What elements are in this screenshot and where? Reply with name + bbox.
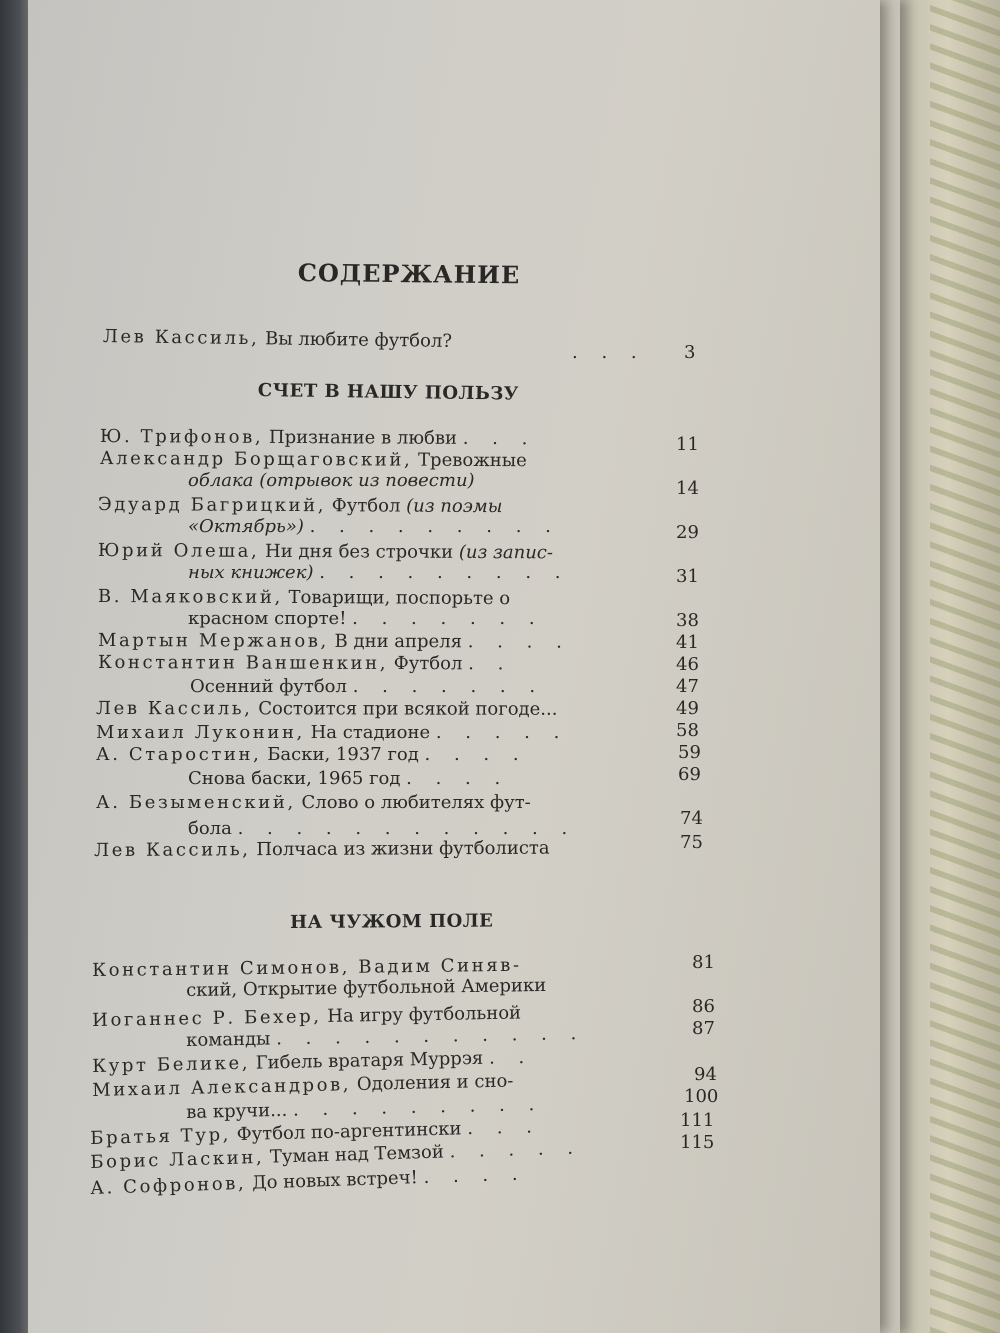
entry-author: Иоганнес Р. Бехер, [92, 1005, 322, 1031]
entry-title: ский, Открытие футбольной Америки [186, 974, 547, 1001]
entry-title: Гибель вратаря Муррэя [255, 1047, 484, 1074]
page-number: 74 [680, 808, 703, 829]
entry-title: Туман над Темзой [269, 1141, 445, 1168]
entry-author: Мартын Мержанов, [97, 630, 329, 652]
entry-author: А. Безыменский, [96, 792, 296, 813]
leader-dots: . . . [572, 342, 646, 363]
leader-dots: . . . . [467, 631, 571, 653]
entry-title: красном спорте! [188, 608, 347, 629]
entry-author: В. Маяковский, [97, 586, 283, 608]
entry-author: Лев Кассиль, [95, 698, 253, 720]
toc-entry [98, 540, 553, 563]
page-number: 86 [692, 996, 715, 1017]
entry-title: Футбол по-аргентински [236, 1118, 462, 1146]
page-number: 14 [676, 478, 699, 499]
entry-title: команды [186, 1028, 271, 1051]
entry-author: Михаил Александров, [92, 1074, 352, 1101]
toc-entry-continuation [188, 516, 560, 537]
entry-author: Константин Симонов, Вадим Синяв- [92, 954, 522, 981]
entry-author: Александр Борщаговский, [99, 448, 413, 471]
page-number: 11 [676, 434, 699, 455]
leader-dots: . . . . [406, 768, 510, 789]
page-number: 41 [676, 632, 699, 653]
entry-author: Братья Тур, [90, 1124, 232, 1149]
toc-entry [96, 722, 568, 743]
toc-entry [98, 630, 571, 653]
entry-author: Эдуард Багрицкий, [97, 494, 327, 517]
entry-title: Товарищи, поспорьте о [288, 586, 511, 610]
page-number: 58 [676, 720, 699, 741]
page-number: 38 [676, 610, 699, 631]
toc-entry [98, 652, 512, 674]
entry-title: Полчаса из жизни футболиста [256, 837, 550, 861]
entry-title: Вы любите футбол? [264, 328, 453, 352]
entry-title: Футбол [393, 653, 463, 675]
leader-dots: . . . [462, 427, 537, 450]
entry-title: Тревожные [418, 449, 527, 472]
leader-dots: . . . . . . . . . [309, 516, 560, 537]
page-number: 31 [676, 566, 699, 587]
page-number: 49 [676, 698, 699, 719]
toc-entry-continuation [188, 768, 509, 789]
page-title: СОДЕРЖАНИЕ [297, 258, 521, 290]
toc-entry-continuation: облака (отрывок из повести) [188, 470, 475, 491]
toc-entry-continuation [188, 608, 544, 629]
toc-entry [94, 838, 550, 861]
toc-entry [100, 448, 527, 471]
page-number: 47 [676, 676, 699, 697]
page-number: 111 [680, 1110, 715, 1131]
leader-dots: . . . . . . . . . . . [275, 1023, 586, 1050]
toc-entry [98, 586, 510, 609]
leader-dots: . . . . [424, 744, 528, 765]
page-number: 3 [684, 342, 696, 363]
entry-author: Юрий Олеша, [97, 540, 260, 562]
page-number: 75 [680, 832, 703, 853]
entry-note: (из запис- [458, 541, 554, 564]
entry-title: Состоится при всякой погоде... [258, 698, 558, 720]
leader-dots: . . . . [423, 1163, 527, 1188]
toc-entry-continuation [190, 676, 544, 697]
leader-dots: . . . . . [449, 1137, 583, 1163]
page-number: 69 [678, 764, 701, 785]
entry-title: В дни апреля [334, 630, 463, 653]
entry-note: (из поэмы [406, 495, 503, 518]
leader-dots: . . . . . . . . . [319, 562, 570, 583]
page-number: 115 [680, 1132, 715, 1153]
entry-title: На стадионе [310, 722, 431, 743]
page-number: 46 [676, 654, 699, 675]
entry-author: Ю. Трифонов, [99, 426, 264, 448]
page-number: 87 [692, 1018, 715, 1039]
toc-entry-continuation [186, 975, 546, 1001]
entry-author: Курт Белике, [92, 1052, 251, 1077]
leader-dots: . . . . . . . [352, 608, 544, 629]
toc-entry [100, 426, 537, 449]
page-number: 29 [676, 522, 699, 543]
entry-title: Признание в любви [268, 426, 458, 449]
leader-dots: . . . . . [435, 722, 569, 743]
page-number: 59 [678, 742, 701, 763]
toc-entry [96, 698, 558, 720]
entry-title: ва кручи... [186, 1099, 288, 1123]
entry-title: Одоления и сно- [356, 1070, 514, 1095]
leader-dots: . . . . . . . . . . . . [237, 818, 577, 839]
toc-entry-continuation [188, 562, 570, 583]
entry-title: Осенний футбол [190, 676, 347, 697]
entry-title: Баски, 1937 год [267, 744, 419, 765]
toc-entry [103, 326, 452, 352]
page-number: 81 [692, 952, 715, 973]
section-title: НА ЧУЖОМ ПОЛЕ [290, 910, 494, 933]
leader-dots: . . . . . . . . . [292, 1093, 544, 1121]
entry-note: «Октябрь») [188, 516, 304, 537]
toc-entry-continuation [188, 818, 576, 839]
toc-entry [98, 494, 503, 517]
entry-author: А. Старостин, [96, 744, 262, 765]
entry-title: Футбол [331, 495, 401, 517]
entry-author: Лев Кассиль, [102, 326, 260, 350]
leader-dots: . . [468, 653, 513, 675]
entry-note: ных книжек) [188, 562, 314, 583]
entry-author: Борис Ласкин, [90, 1146, 265, 1173]
entry-title: Ни дня без строчки [264, 540, 454, 563]
entry-title: На игру футбольной [327, 1002, 522, 1027]
entry-title: бола [188, 818, 232, 839]
page-number: 94 [694, 1064, 717, 1085]
toc-entry [96, 744, 528, 765]
leader-dots: . . [488, 1046, 534, 1069]
entry-title: До новых встреч! [251, 1167, 419, 1194]
entry-author: А. Софронов, [90, 1172, 247, 1199]
entry-author: Михаил Луконин, [96, 722, 305, 743]
section-title: СЧЕТ В НАШУ ПОЛЬЗУ [257, 380, 520, 405]
entry-title: Снова баски, 1965 год [188, 768, 401, 789]
leader-dots: . . . . . . . [352, 676, 545, 697]
entry-author: Лев Кассиль, [94, 839, 251, 861]
page-number: 100 [684, 1086, 719, 1107]
toc-entry [96, 792, 531, 813]
leader-dots: . . . [466, 1116, 542, 1140]
entry-author: Константин Ваншенкин, [97, 652, 389, 675]
entry-title: Слово о любителях фут- [301, 792, 531, 813]
